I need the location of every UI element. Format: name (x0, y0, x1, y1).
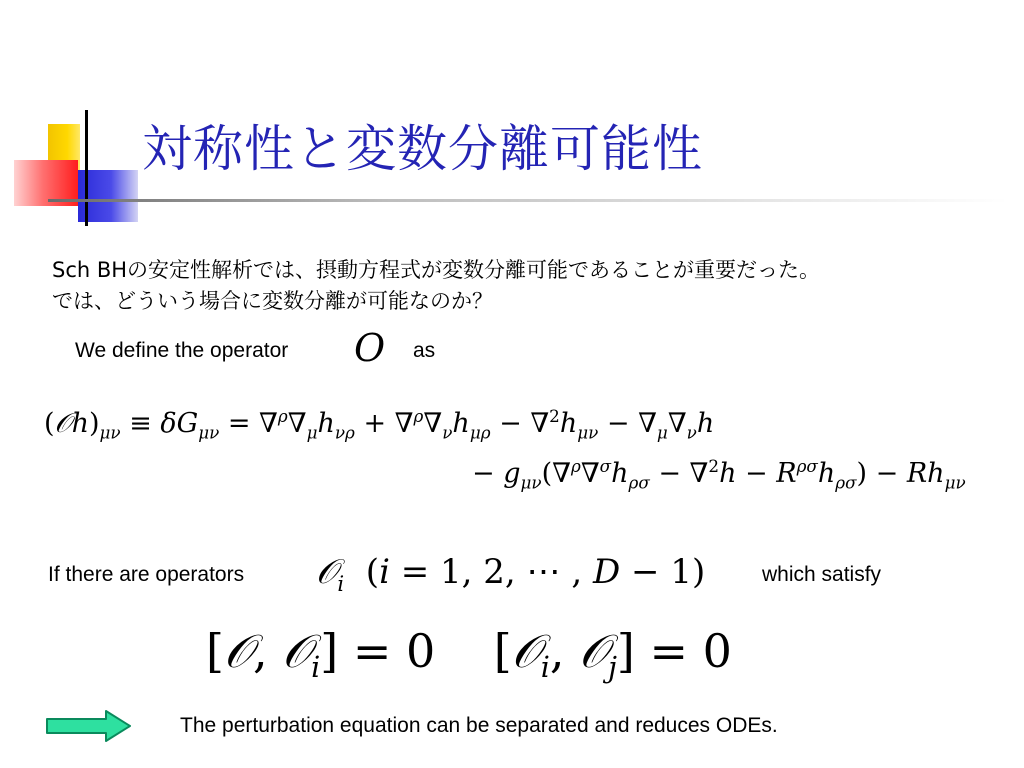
right-arrow-icon (46, 710, 132, 742)
operator-def-prefix: We define the operator (75, 339, 289, 362)
title-underline (48, 199, 1008, 202)
equation-line-1: $(𝒪h)_{\mu\nu} \equiv \delta G_{\mu\nu} = \nabla^\rho\nabla_\mu h_{\nu\rho} + \nabla^\rho\nabla_\nu h_{\mu\rho} - \nabla^2h_{\mu\nu} - \nabla_\mu\nabla_\nu h$ (44, 406, 715, 443)
intro-line-1: Sch BHの安定性解析では、摂動方程式が変数分離可能であることが重要だった。 (52, 258, 821, 282)
commutation-relations: [𝒪, 𝒪$_i$] = 0 [𝒪$_i$, 𝒪$_j$] = 0 (206, 624, 732, 685)
intro-line-2: では、どういう場合に変数分離が可能なのか？ (52, 289, 493, 313)
decor-vertical-line (85, 110, 88, 226)
operator-symbol: O (354, 326, 386, 370)
condition-suffix: which satisfy (762, 563, 882, 586)
operator-def-suffix: as (413, 339, 436, 362)
conclusion-text: The perturbation equation can be separated and reduces ODEs. (180, 714, 778, 737)
right-arrow-shape (47, 711, 130, 741)
condition-prefix: If there are operators (48, 563, 245, 586)
equation-line-2: − $g_{\mu\nu}(\nabla^\rho\nabla^\sigma h_{\rho\sigma} - \nabla^2h - R^{\rho\sigma}h_{\rho\sigma}) - Rh_{\mu\nu}$ (472, 456, 966, 493)
operators-set: 𝒪$_i$ (i = 1, 2, ⋯ , D − 1) (316, 552, 706, 596)
slide-title: 対称性と変数分離可能性 (142, 120, 703, 178)
